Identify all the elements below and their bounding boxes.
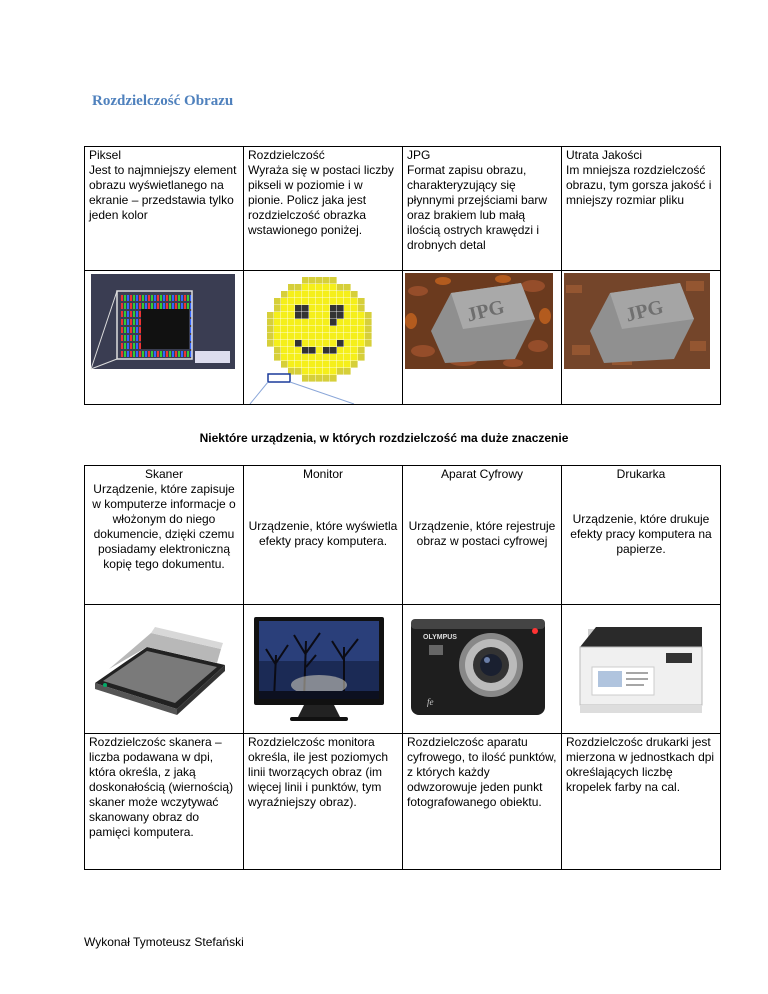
- cell-heading: Rozdzielczość: [248, 148, 325, 162]
- device-cell-scanner: [85, 466, 244, 605]
- monitor-image: [244, 605, 394, 733]
- printer-image: [562, 605, 712, 733]
- monitor-resolution-cell: [244, 734, 403, 870]
- concepts-table: [84, 146, 721, 405]
- printer-image-cell: [562, 605, 721, 734]
- jpg-lq-image-cell: [562, 271, 721, 405]
- cell-utrata: [562, 147, 721, 271]
- device-name: Drukarka: [616, 467, 666, 481]
- device-cell-monitor: [244, 466, 403, 605]
- cell-body: Jest to najmniejszy element obrazu wyświetlanego na ekranie – przedstawia tylko jeden kolor: [89, 163, 237, 222]
- jpg-carved-text: JPG: [464, 295, 507, 327]
- cell-piksel: [85, 147, 244, 271]
- jpg-hq-image-cell: [403, 271, 562, 405]
- device-name: Skaner: [144, 467, 184, 481]
- devices-subtitle: Niektóre urządzenia, w których rozdzielczość ma duże znaczenie: [199, 431, 569, 445]
- cell-body: Im mniejsza rozdzielczość obrazu, tym gorsza jakość i mniejszy rozmiar pliku: [566, 163, 712, 207]
- resolution-text: Rozdzielczośc aparatu cyfrowego, to ilość punktów, z których każdy odwzorowuje jeden punkt fotografowanego obiektu.: [407, 735, 557, 809]
- smiley-pixel-image: [244, 271, 394, 404]
- footer-author: Wykonał Tymoteusz Stefański: [84, 935, 244, 949]
- device-name: Aparat Cyfrowy: [440, 467, 524, 481]
- smiley-image-cell: [244, 271, 403, 405]
- resolution-text: Rozdzielczośc skanera – liczba podawana w dpi, która określa, z jaką doskonałością (wiernością) skaner może wczytywać skanowany obraz do pamięci komputera.: [89, 735, 234, 839]
- pixel-image-cell: [85, 271, 244, 405]
- devices-table: [84, 465, 721, 870]
- resolution-text: Rozdzielczośc monitora określa, ile jest poziomych linii tworzących obraz (im więcej linii i punktów, tym wyraźniejszy obraz).: [248, 735, 389, 809]
- scanner-resolution-cell: [85, 734, 244, 870]
- jpg-high-quality-image: [403, 271, 553, 404]
- cell-jpg: [403, 147, 562, 271]
- device-cell-printer: [562, 466, 721, 605]
- scanner-image-cell: [85, 605, 244, 734]
- device-desc: Urządzenie, które wyświetla efekty pracy komputera.: [248, 519, 398, 548]
- camera-model-text: fe: [427, 697, 434, 707]
- jpg-low-quality-image: [562, 271, 712, 404]
- cell-body: Format zapisu obrazu, charakteryzujący się płynnymi przejściami barw oraz brakiem lub małą ilością ostrych krawędzi i drobnych detal: [407, 163, 548, 252]
- monitor-image-cell: [244, 605, 403, 734]
- page-title: Rozdzielczość Obrazu: [92, 93, 234, 109]
- pixel-zoom-image: [85, 271, 235, 404]
- device-cell-camera: [403, 466, 562, 605]
- camera-image: [403, 605, 553, 733]
- jpg-carved-text-lq: JPG: [623, 295, 666, 327]
- printer-resolution-cell: [562, 734, 721, 870]
- device-desc: Urządzenie, które drukuje efekty pracy komputera na papierze.: [570, 511, 712, 556]
- resolution-text: Rozdzielczośc drukarki jest mierzona w jednostkach dpi określających liczbę kropelek farby na cal.: [566, 735, 715, 794]
- cell-rozdzielczosc: [244, 147, 403, 271]
- camera-resolution-cell: [403, 734, 562, 870]
- device-name: Monitor: [302, 467, 343, 481]
- cell-heading: Piksel: [89, 148, 122, 162]
- cell-body: Wyraża się w postaci liczby pikseli w poziomie i w pionie. Policz jaka jest rozdzielczość obrazka wstawionego poniżej.: [248, 163, 394, 237]
- device-desc: Urządzenie, które rejestruje obraz w postaci cyfrowej: [408, 519, 556, 548]
- camera-brand-text: OLYMPUS: [423, 634, 457, 641]
- device-desc: Urządzenie, które zapisuje w komputerze informacje o włożonym do niego dokumencie, dzięki czemu posiadamy elektroniczną kopię tego dokumentu.: [92, 482, 236, 571]
- cell-heading: Utrata Jakości: [566, 148, 643, 162]
- scanner-image: [85, 605, 235, 733]
- camera-image-cell: [403, 605, 562, 734]
- cell-heading: JPG: [407, 148, 431, 162]
